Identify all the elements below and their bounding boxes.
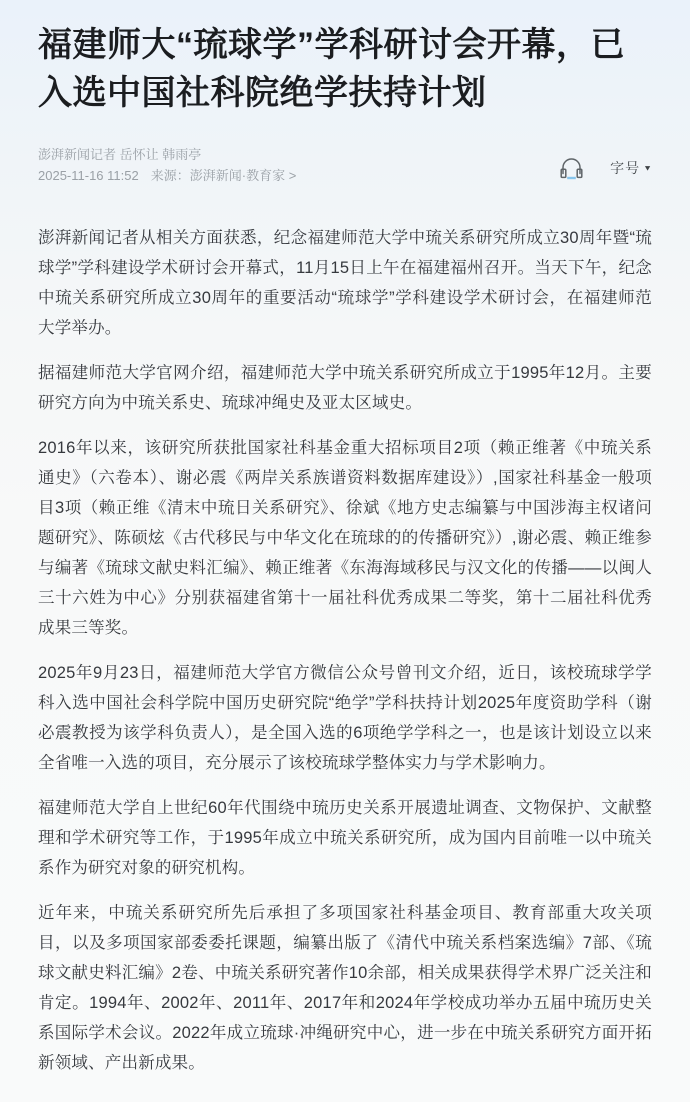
meta-row (38, 145, 652, 186)
byline: 澎湃新闻记者 岳怀让 韩雨亭 (38, 147, 202, 162)
article-paragraph: 2016年以来，该研究所获批国家社科基金重大招标项目2项（赖正维著《中琉关系通史》（六卷本）、谢必震《两岸关系族谱资料数据库建设》）,国家社科基金一般项目3项（赖正维《清末中琉日关系研究》、徐斌《地方史志编纂与中国涉海主权诸问题研究》、陈硕炫《古代移民与中华文化在琉球的的传播研究》）,谢必震、赖正维参与编著《琉球文献史料汇编》、赖正维著《东海海域移民与汉文化的传播——以闽人三十六姓为中心》分别获福建省第十一届社科优秀成果二等奖，第十二届社科优秀成果三等奖。 (38, 439, 652, 637)
article-paragraph: 福建师范大学自上世纪60年代围绕中琉历史关系开展遗址调查、文物保护、文献整理和学术研究等工作，于1995年成立中琉关系研究所，成为国内目前唯一以中琉关系作为研究对象的研究机构。 (38, 799, 652, 877)
font-size-dropdown[interactable] (610, 158, 652, 178)
article-body (38, 223, 652, 1078)
article-paragraph: 近年来，中琉关系研究所先后承担了多项国家社科基金项目、教育部重大攻关项目，以及多项国家部委委托课题，编纂出版了《清代中琉关系档案选编》7部、《琉球文献史料汇编》2卷、中琉关系研究著作10余部，相关成果获得学术界广泛关注和肯定。1994年、2002年、2011年、2017年和2024年学校成功举办五届中琉历史关系国际学术会议。2022年成立琉球·冲绳研究中心，进一步在中琉关系研究方面开拓新领域、产出新成果。 (38, 904, 652, 1072)
dateline (38, 166, 296, 186)
source-arrow-icon: > (288, 168, 297, 183)
publish-datetime: 2025-11-16 11:52 (38, 168, 139, 183)
source-name: 澎湃新闻·教育家 (189, 168, 286, 183)
article-paragraph: 澎湃新闻记者从相关方面获悉，纪念福建师范大学中琉关系研究所成立30周年暨“琉球学”学科建设学术研讨会开幕式，11月15日上午在福建福州召开。当天下午，纪念中琉关系研究所成立30周年的重要活动“琉球学”学科建设学术研讨会，在福建师范大学举办。 (38, 229, 652, 337)
source-link[interactable] (190, 168, 297, 183)
page-title: 福建师大“琉球学”学科研讨会开幕，已入选中国社科院绝学扶持计划 (38, 26, 625, 112)
font-size-label: 字号 (610, 159, 641, 176)
source-label: 来源： (150, 168, 190, 183)
headphone-icon (555, 172, 588, 187)
meta-info (38, 145, 296, 186)
article-paragraph: 据福建师范大学官网介绍，福建师范大学中琉关系研究所成立于1995年12月。主要研究方向为中琉关系史、琉球冲绳史及亚太区域史。 (38, 364, 652, 412)
listen-audio-button[interactable] (555, 151, 588, 184)
chevron-down-icon: ▼ (643, 163, 652, 172)
reading-tools (555, 145, 652, 184)
article-paragraph: 2025年9月23日，福建师范大学官方微信公众号曾刊文介绍，近日，该校琉球学学科入选中国社会科学院中国历史研究院“绝学”学科扶持计划2025年度资助学科（谢必震教授为该学科负责人），是全国入选的6项绝学学科之一，也是该计划设立以来全省唯一入选的项目，充分展示了该校琉球学整体实力与学术影响力。 (38, 664, 652, 772)
